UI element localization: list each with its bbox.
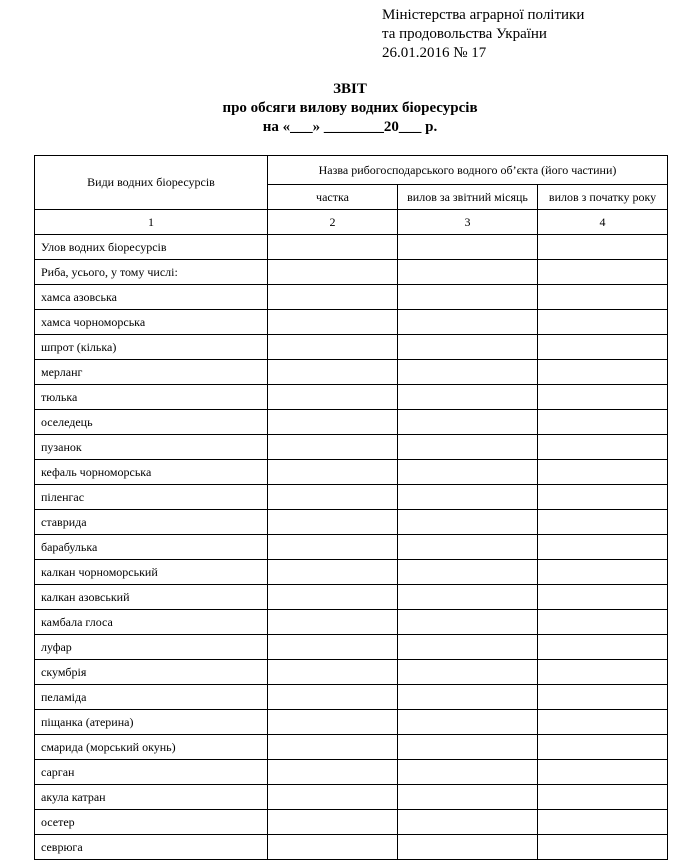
monthly-catch-cell[interactable] — [398, 635, 538, 660]
monthly-catch-cell[interactable] — [398, 485, 538, 510]
monthly-catch-cell[interactable] — [398, 685, 538, 710]
species-name-cell: калкан азовський — [35, 585, 268, 610]
monthly-catch-cell[interactable] — [398, 835, 538, 860]
species-name-cell: шпрот (кілька) — [35, 335, 268, 360]
yearly-catch-cell[interactable] — [538, 460, 668, 485]
table-row — [35, 585, 668, 610]
share-cell[interactable] — [268, 460, 398, 485]
share-cell[interactable] — [268, 760, 398, 785]
monthly-catch-cell[interactable] — [398, 335, 538, 360]
species-name-cell: барабулька — [35, 535, 268, 560]
monthly-catch-cell[interactable] — [398, 460, 538, 485]
table-row — [35, 810, 668, 835]
yearly-catch-cell[interactable] — [538, 385, 668, 410]
monthly-catch-cell[interactable] — [398, 560, 538, 585]
share-cell[interactable] — [268, 285, 398, 310]
monthly-catch-cell[interactable] — [398, 585, 538, 610]
share-cell[interactable] — [268, 810, 398, 835]
table-row — [35, 610, 668, 635]
table-row — [35, 510, 668, 535]
species-name-cell: луфар — [35, 635, 268, 660]
yearly-catch-cell[interactable] — [538, 360, 668, 385]
table-row — [35, 735, 668, 760]
share-cell[interactable] — [268, 660, 398, 685]
species-name-cell: пузанок — [35, 435, 268, 460]
table-row — [35, 435, 668, 460]
yearly-catch-column-header: вилов з початку року — [538, 185, 668, 210]
table-row — [35, 685, 668, 710]
table-row — [35, 335, 668, 360]
share-cell[interactable] — [268, 510, 398, 535]
yearly-catch-cell[interactable] — [538, 335, 668, 360]
yearly-catch-cell[interactable] — [538, 685, 668, 710]
share-cell[interactable] — [268, 685, 398, 710]
yearly-catch-cell[interactable] — [538, 260, 668, 285]
table-row — [35, 285, 668, 310]
share-cell[interactable] — [268, 310, 398, 335]
share-cell[interactable] — [268, 610, 398, 635]
monthly-catch-cell[interactable] — [398, 735, 538, 760]
share-cell[interactable] — [268, 435, 398, 460]
table-row — [35, 485, 668, 510]
monthly-catch-cell[interactable] — [398, 710, 538, 735]
monthly-catch-cell[interactable] — [398, 285, 538, 310]
monthly-catch-cell[interactable] — [398, 785, 538, 810]
species-name-cell: калкан чорноморський — [35, 560, 268, 585]
species-name-cell: скумбрія — [35, 660, 268, 685]
yearly-catch-cell[interactable] — [538, 235, 668, 260]
yearly-catch-cell[interactable] — [538, 710, 668, 735]
monthly-catch-cell[interactable] — [398, 810, 538, 835]
table-row — [35, 710, 668, 735]
column-number: 4 — [538, 210, 668, 235]
share-cell[interactable] — [268, 485, 398, 510]
species-name-cell: сарган — [35, 760, 268, 785]
monthly-catch-cell[interactable] — [398, 610, 538, 635]
table-row — [35, 635, 668, 660]
monthly-catch-cell[interactable] — [398, 760, 538, 785]
catch-report-table — [34, 155, 668, 860]
monthly-catch-cell[interactable] — [398, 535, 538, 560]
monthly-catch-cell[interactable] — [398, 660, 538, 685]
species-name-cell: оселедець — [35, 410, 268, 435]
approval-line-ministry: Міністерства аграрної політики — [382, 7, 585, 23]
yearly-catch-cell[interactable] — [538, 635, 668, 660]
approval-line-date-number: 26.01.2016 № 17 — [382, 45, 487, 61]
share-cell[interactable] — [268, 835, 398, 860]
share-column-header: частка — [268, 185, 398, 210]
yearly-catch-cell[interactable] — [538, 760, 668, 785]
yearly-catch-cell[interactable] — [538, 560, 668, 585]
report-title-subject: про обсяги вилову водних біоресурсів — [222, 100, 478, 116]
species-name-cell: смарида (морський окунь) — [35, 735, 268, 760]
share-cell[interactable] — [268, 335, 398, 360]
share-cell[interactable] — [268, 785, 398, 810]
share-cell[interactable] — [268, 635, 398, 660]
yearly-catch-cell[interactable] — [538, 735, 668, 760]
species-name-cell: мерланг — [35, 360, 268, 385]
table-row — [35, 760, 668, 785]
monthly-catch-cell[interactable] — [398, 235, 538, 260]
monthly-catch-cell[interactable] — [398, 385, 538, 410]
share-cell[interactable] — [268, 235, 398, 260]
report-title-heading: ЗВІТ — [333, 81, 367, 97]
species-column-header: Види водних біоресурсів — [35, 156, 268, 210]
species-name-cell: ставрида — [35, 510, 268, 535]
share-cell[interactable] — [268, 360, 398, 385]
table-row — [35, 460, 668, 485]
species-name-cell: тюлька — [35, 385, 268, 410]
species-name-cell: осетер — [35, 810, 268, 835]
table-row — [35, 835, 668, 860]
table-row — [35, 785, 668, 810]
species-name-cell: хамса чорноморська — [35, 310, 268, 335]
monthly-catch-cell[interactable] — [398, 510, 538, 535]
species-name-cell: піленгас — [35, 485, 268, 510]
column-number-row — [35, 210, 668, 235]
table-row — [35, 260, 668, 285]
yearly-catch-cell[interactable] — [538, 535, 668, 560]
yearly-catch-cell[interactable] — [538, 585, 668, 610]
approval-line-department: та продовольства України — [382, 26, 547, 42]
yearly-catch-cell[interactable] — [538, 835, 668, 860]
share-cell[interactable] — [268, 260, 398, 285]
yearly-catch-cell[interactable] — [538, 285, 668, 310]
share-cell[interactable] — [268, 385, 398, 410]
column-number: 1 — [35, 210, 268, 235]
species-name-cell: Риба, усього, у тому числі: — [35, 260, 268, 285]
column-number: 2 — [268, 210, 398, 235]
yearly-catch-cell[interactable] — [538, 810, 668, 835]
approval-stamp — [382, 6, 584, 63]
table-row — [35, 360, 668, 385]
yearly-catch-cell[interactable] — [538, 510, 668, 535]
monthly-catch-cell[interactable] — [398, 360, 538, 385]
table-row — [35, 560, 668, 585]
monthly-catch-cell[interactable] — [398, 310, 538, 335]
report-title-date-line: на «___» ________20___ р. — [262, 119, 438, 135]
table-row — [35, 385, 668, 410]
yearly-catch-cell[interactable] — [538, 435, 668, 460]
monthly-catch-cell[interactable] — [398, 410, 538, 435]
share-cell[interactable] — [268, 535, 398, 560]
share-cell[interactable] — [268, 585, 398, 610]
table-row — [35, 535, 668, 560]
yearly-catch-cell[interactable] — [538, 310, 668, 335]
species-name-cell: Улов водних біоресурсів — [35, 235, 268, 260]
species-name-cell: хамса азовська — [35, 285, 268, 310]
yearly-catch-cell[interactable] — [538, 610, 668, 635]
yearly-catch-cell[interactable] — [538, 785, 668, 810]
monthly-catch-cell[interactable] — [398, 260, 538, 285]
share-cell[interactable] — [268, 410, 398, 435]
species-name-cell: севрюга — [35, 835, 268, 860]
species-name-cell: акула катран — [35, 785, 268, 810]
share-cell[interactable] — [268, 560, 398, 585]
yearly-catch-cell[interactable] — [538, 485, 668, 510]
species-name-cell: пеламіда — [35, 685, 268, 710]
table-row — [35, 410, 668, 435]
water-object-header: Назва рибогосподарського водного об’єкта (його частини) — [268, 156, 668, 185]
species-name-cell: піщанка (атерина) — [35, 710, 268, 735]
share-cell[interactable] — [268, 710, 398, 735]
yearly-catch-cell[interactable] — [538, 660, 668, 685]
header-row — [35, 156, 668, 185]
table-row — [35, 310, 668, 335]
share-cell[interactable] — [268, 735, 398, 760]
monthly-catch-cell[interactable] — [398, 435, 538, 460]
yearly-catch-cell[interactable] — [538, 410, 668, 435]
species-name-cell: камбала глоса — [35, 610, 268, 635]
monthly-catch-column-header: вилов за звітний місяць — [398, 185, 538, 210]
report-title — [0, 80, 700, 137]
table-row — [35, 235, 668, 260]
column-number: 3 — [398, 210, 538, 235]
species-name-cell: кефаль чорноморська — [35, 460, 268, 485]
table-row — [35, 660, 668, 685]
